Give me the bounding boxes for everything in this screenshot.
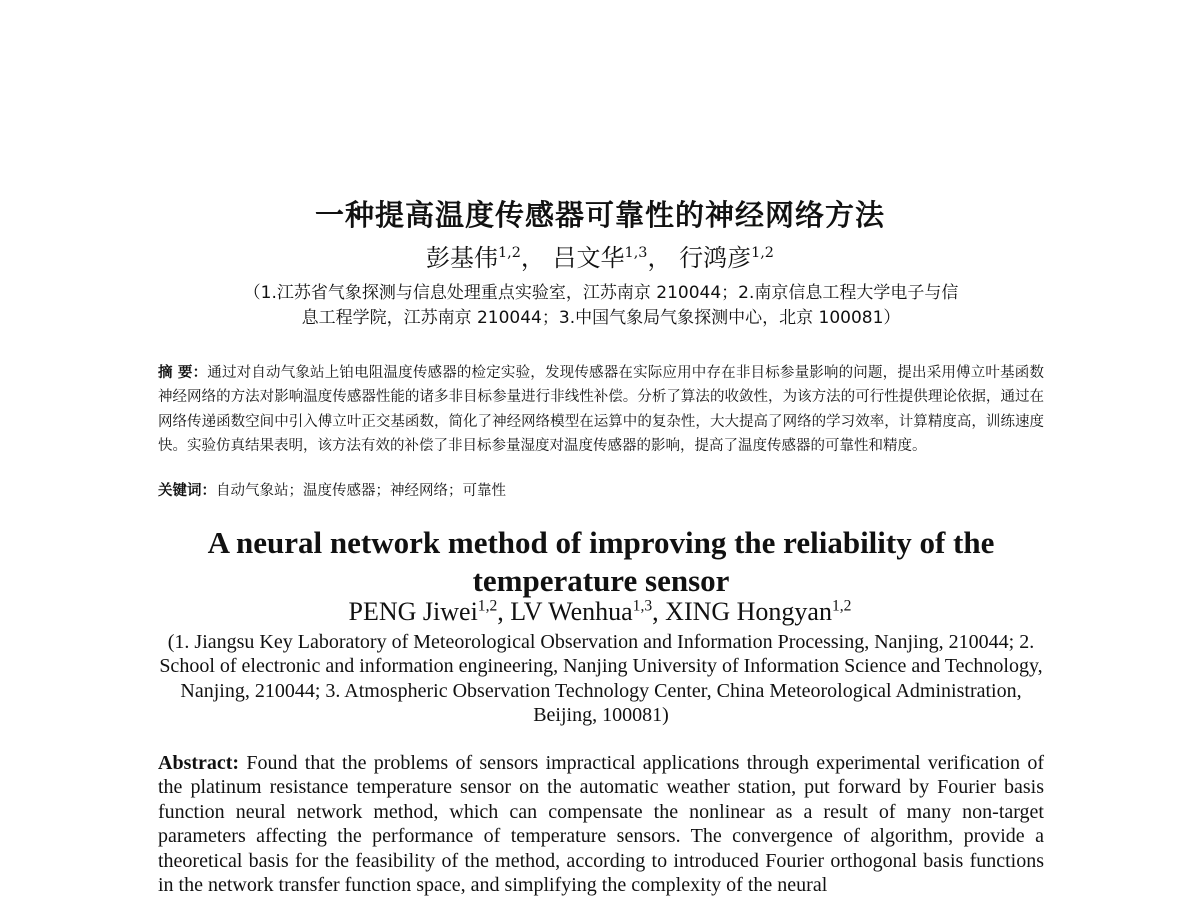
english-abstract-text: Found that the problems of sensors impractical applications through experimental verification of the platinum resistance temperature sensor on the automatic weather station, put forward by Fourier basis function neural network method, which can compensate the nonlinear as a result of many non-target parameters affecting the performance of temperature sensors. The convergence of algorithm, provide a theoretical basis for the feasibility of the method, according to introduced Fourier orthogonal basis functions in the network transfer function space, and simplifying the complexity of the neural <box>158 752 1044 897</box>
english-affiliations: (1. Jiangsu Key Laboratory of Meteorological Observation and Information Processing, Nanjing, 210044; 2. School of electronic and information engineering, Nanjing University of Information Science and Technology, Nanjing, 210044; 3. Atmospheric Observation Technology Center, China Meteorological Administration, Beijing, 100081) <box>159 631 1043 726</box>
chinese-abstract-label: 摘 要： <box>158 365 208 381</box>
author-name: PENG Jiwei <box>348 597 478 626</box>
author-affiliation-mark: 1,3 <box>624 245 648 261</box>
english-title: A neural network method of improving the reliability of the temperature sensor <box>207 525 995 598</box>
author-affiliation-mark: 1,2 <box>477 597 498 615</box>
author-affiliation-mark: 1,2 <box>751 245 774 261</box>
chinese-affiliations <box>158 281 1044 331</box>
english-abstract-label: Abstract: <box>158 752 240 774</box>
author-separator: , <box>652 597 666 626</box>
author-name: XING Hongyan <box>665 597 832 626</box>
chinese-keywords-label: 关键词： <box>158 483 216 499</box>
author-separator: ， <box>647 244 672 272</box>
english-authors <box>0 596 1200 628</box>
author-affiliation-mark: 1,2 <box>831 597 852 615</box>
chinese-keywords <box>158 480 1044 502</box>
author-separator: , <box>497 597 511 626</box>
author-name: 彭基伟 <box>426 244 499 272</box>
author-separator: ， <box>520 244 545 272</box>
chinese-title: 一种提高温度传感器可靠性的神经网络方法 <box>314 198 885 232</box>
chinese-keywords-text: 自动气象站；温度传感器；神经网络；可靠性 <box>216 483 506 499</box>
chinese-abstract-text: 通过对自动气象站上铂电阻温度传感器的检定实验，发现传感器在实际应用中存在非目标参量影响的问题，提出采用傅立叶基函数神经网络的方法对影响温度传感器性能的诸多非目标参量进行非线性补偿。分析了算法的收敛性，为该方法的可行性提供理论依据，通过在网络传递函数空间中引入傅立叶正交基函数，简化了神经网络模型在运算中的复杂性，大大提高了网络的学习效率，计算精度高，训练速度快。实验仿真结果表明，该方法有效的补偿了非目标参量湿度对温度传感器的影响，提高了温度传感器的可靠性和精度。 <box>158 365 1044 454</box>
author-affiliation-mark: 1,3 <box>632 597 653 615</box>
chinese-abstract <box>158 361 1044 458</box>
chinese-affiliation-line: （1.江苏省气象探测与信息处理重点实验室，江苏南京 210044；2.南京信息工程大学电子与信 <box>243 283 959 303</box>
author-name: 行鸿彦 <box>679 244 752 272</box>
author-name: 吕文华 <box>552 244 625 272</box>
author-name: LV Wenhua <box>510 597 633 626</box>
chinese-authors <box>0 238 1200 273</box>
author-affiliation-mark: 1,2 <box>498 245 521 261</box>
english-abstract <box>158 751 1044 897</box>
chinese-affiliation-line: 息工程学院，江苏南京 210044；3.中国气象局气象探测中心，北京 100081） <box>301 308 901 328</box>
